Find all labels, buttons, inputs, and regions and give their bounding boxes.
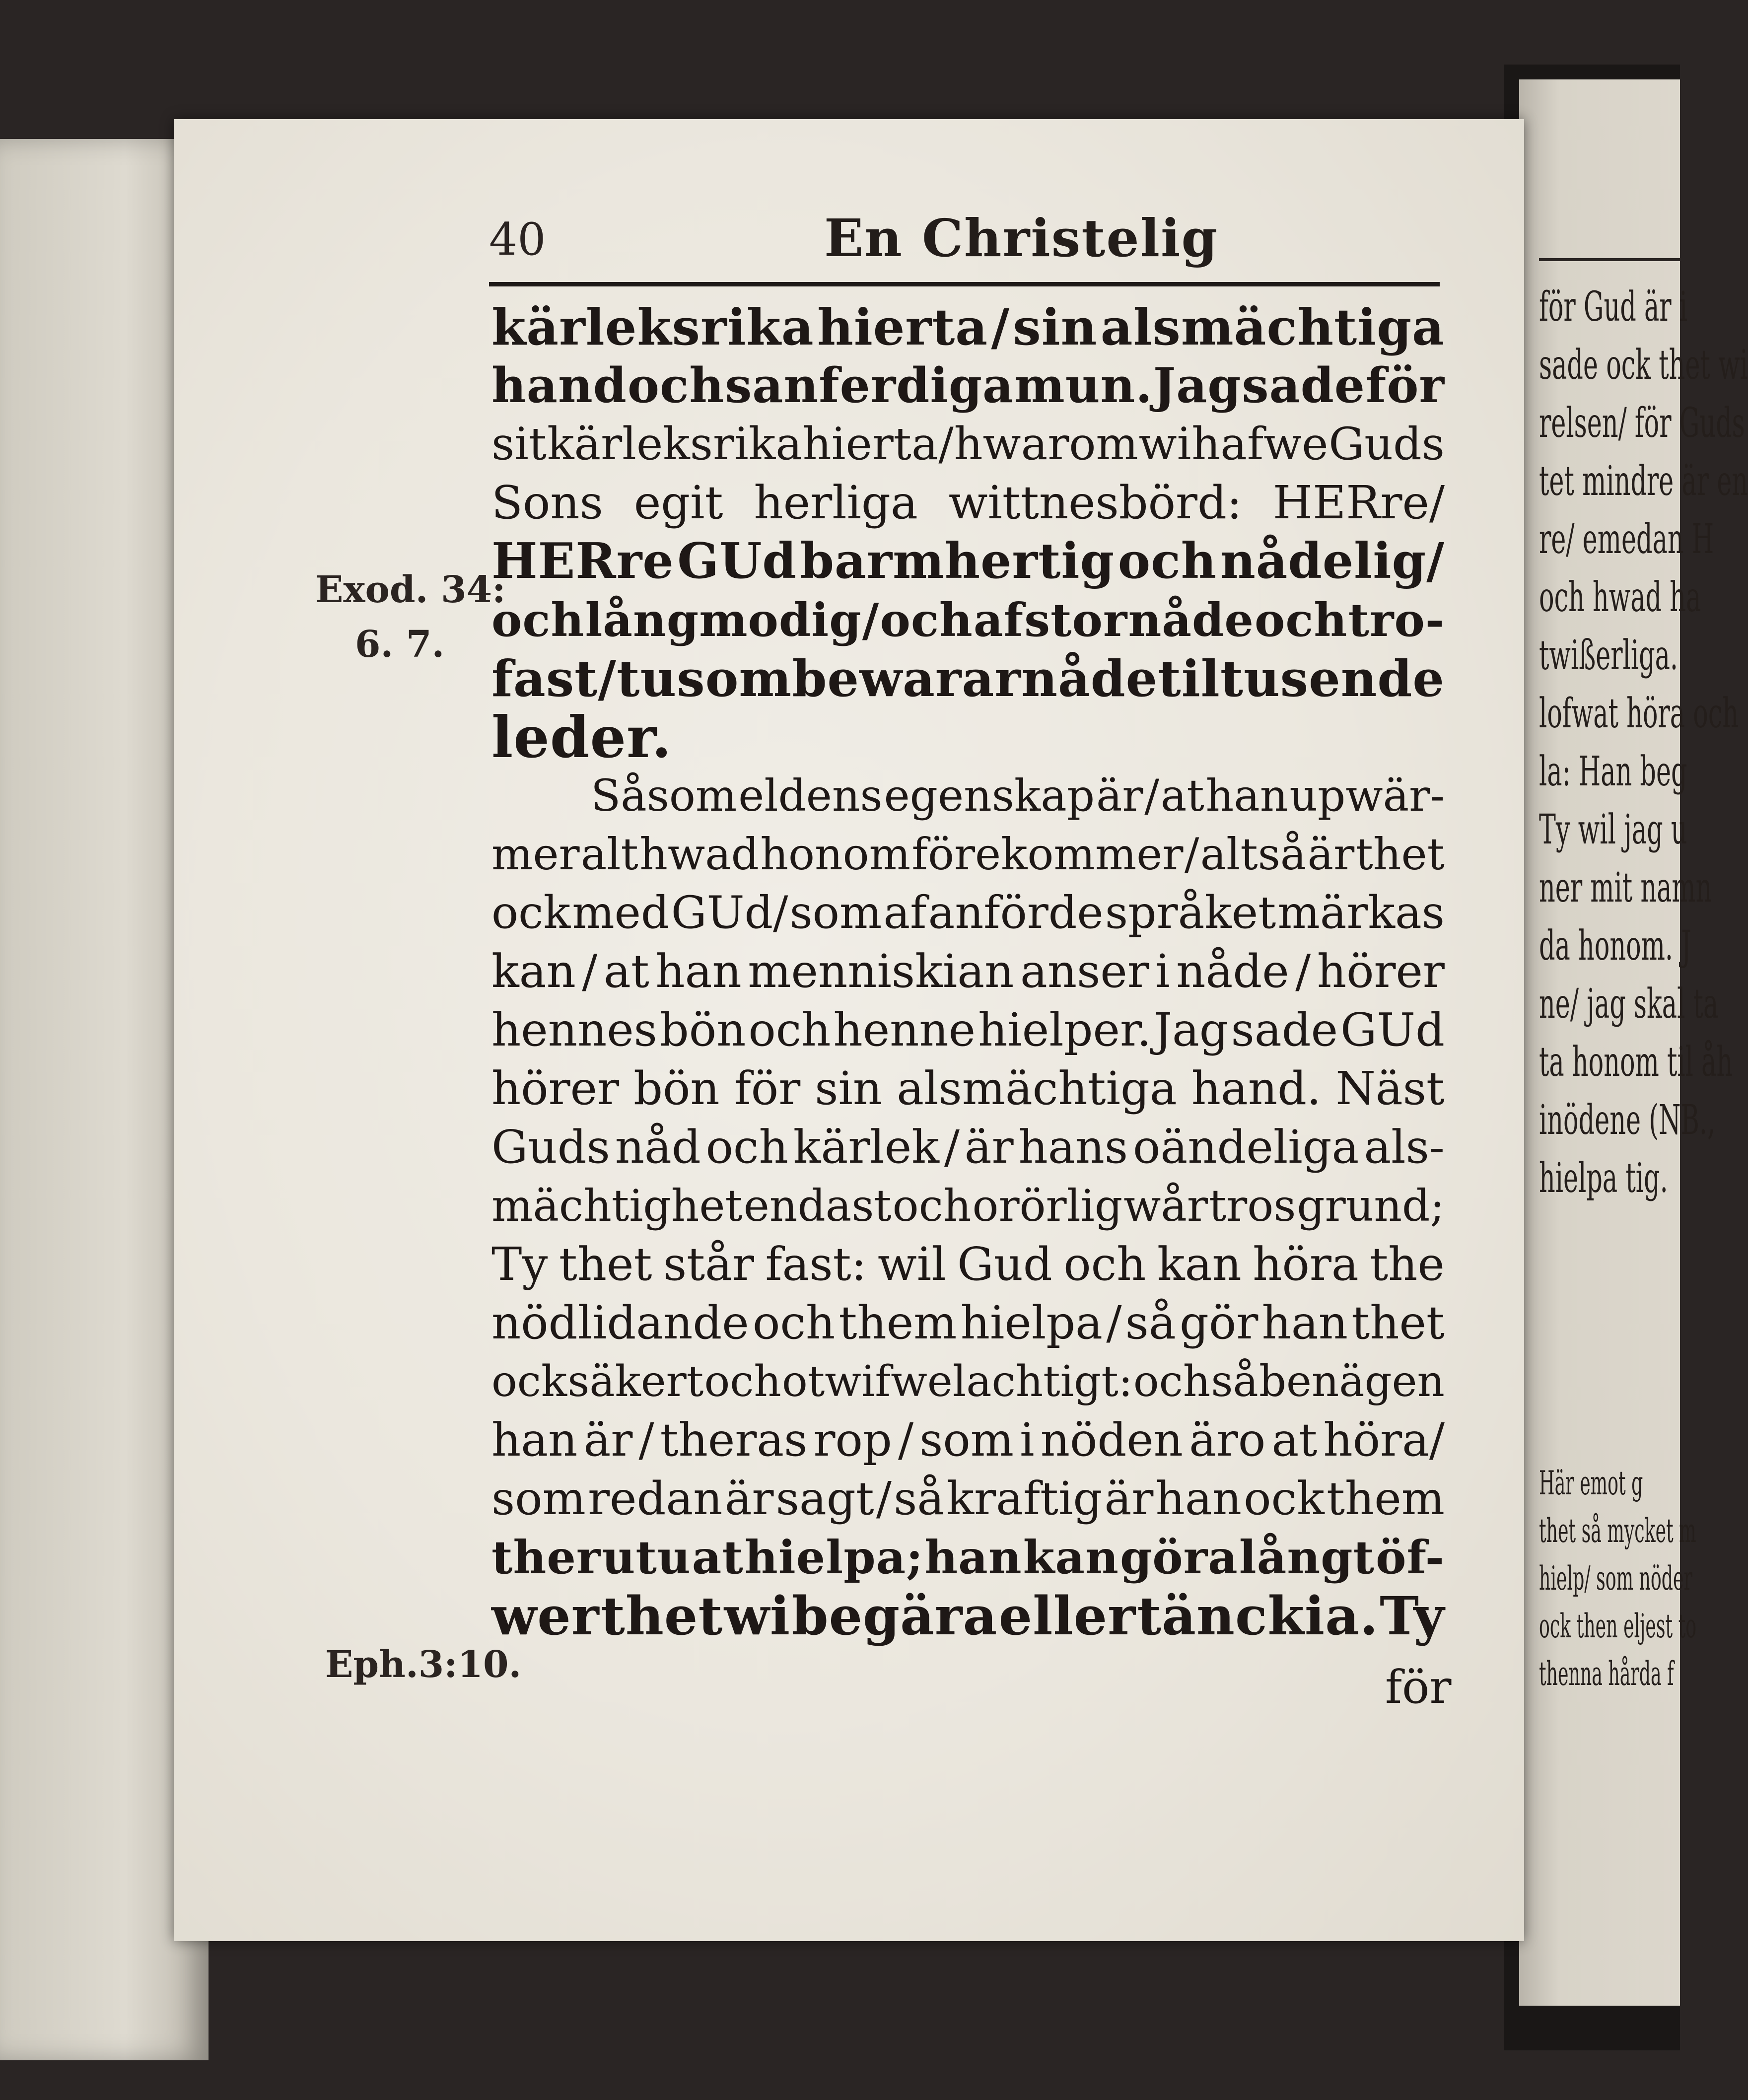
word: Jag — [1153, 357, 1242, 414]
word: hörer — [491, 1062, 620, 1115]
word: eller — [998, 1585, 1136, 1647]
word: at — [1160, 770, 1204, 821]
word: endast — [743, 1180, 892, 1231]
word: alsmächtiga — [1100, 298, 1445, 356]
word: och — [627, 357, 725, 414]
word: han — [491, 1413, 578, 1467]
word: märkas — [1277, 887, 1445, 939]
word: als- — [1364, 1120, 1445, 1174]
word: barmhertig — [800, 533, 1115, 590]
word: och — [880, 593, 973, 647]
word: hennes — [491, 1003, 657, 1056]
word: henne — [833, 1003, 976, 1056]
word: at — [1271, 1413, 1318, 1467]
word: / — [862, 593, 880, 647]
word: nåde — [1176, 945, 1289, 998]
facing-line: hielpa tig. — [1539, 1155, 1668, 1202]
word: i — [1155, 945, 1170, 998]
facing-head-rule — [1539, 258, 1680, 261]
word: är — [1096, 770, 1143, 821]
word: / — [944, 1120, 960, 1174]
word: alsmächtiga — [897, 1062, 1177, 1115]
word: sade — [1231, 1003, 1338, 1056]
word: egit — [633, 476, 723, 529]
word: at — [692, 1531, 744, 1584]
word: kärleksrika — [547, 418, 802, 470]
word: han — [924, 1531, 1022, 1584]
word: äro — [1189, 1413, 1266, 1467]
word: så — [894, 1472, 945, 1525]
word: oändeliga — [1132, 1120, 1359, 1174]
word: och — [1063, 1238, 1146, 1291]
margin-note-eph: Eph.3:10. — [325, 1643, 522, 1686]
text-line — [491, 825, 1445, 884]
text-line — [491, 1059, 1445, 1118]
word: sade — [1242, 357, 1365, 414]
text-line — [491, 884, 1445, 942]
word: kan — [491, 945, 576, 998]
word: kan — [1157, 1238, 1242, 1291]
word: grund; — [1297, 1180, 1445, 1231]
word: ock — [491, 887, 571, 939]
word: och — [753, 1296, 836, 1349]
text-line — [491, 649, 1445, 708]
word: långt — [1239, 1531, 1375, 1584]
word: tusende — [1220, 649, 1445, 708]
text-line — [491, 298, 1445, 356]
facing-line: inödene (NB., — [1539, 1097, 1716, 1144]
word: och — [748, 1003, 831, 1056]
word: och — [704, 1357, 781, 1406]
word: bewarar — [792, 649, 1022, 708]
word: HERre — [491, 533, 674, 590]
word: förekommer — [911, 829, 1184, 880]
word: af — [973, 593, 1024, 647]
word: nåde — [1021, 649, 1158, 708]
word: alt — [580, 829, 638, 880]
word: the — [1370, 1238, 1445, 1291]
word: och — [1118, 533, 1217, 590]
word: är — [1307, 829, 1355, 880]
word: säkert — [567, 1357, 704, 1406]
word: så — [1125, 1296, 1176, 1349]
word: hörer — [1317, 945, 1445, 998]
word: och — [892, 1180, 972, 1231]
facing-line: re/ emedan H — [1539, 516, 1714, 563]
margin-note-exod: Exod. 34: — [315, 568, 506, 611]
text-line — [491, 1294, 1445, 1352]
word: höra/ — [1323, 1413, 1445, 1467]
facing-line: sade ock thet wi — [1539, 342, 1748, 389]
word: hwad — [639, 829, 759, 880]
word: han — [1261, 1296, 1348, 1349]
facing-line: ock then eljest to — [1539, 1607, 1697, 1645]
text-line — [491, 1411, 1445, 1470]
word: hielpa — [960, 1296, 1103, 1349]
word: Gud — [957, 1238, 1052, 1291]
facing-page — [1519, 79, 1748, 2006]
word: benägen — [1259, 1357, 1445, 1406]
word: fast — [491, 649, 598, 708]
word: ock — [1244, 1472, 1325, 1525]
word: hand. — [1191, 1062, 1322, 1115]
word: så — [1211, 1357, 1259, 1406]
text-line — [491, 942, 1445, 1001]
word: Guds — [491, 1120, 610, 1174]
word: gör — [1180, 1296, 1259, 1349]
word: kärleksrika — [491, 298, 814, 356]
catchword: för — [1385, 1661, 1452, 1714]
word: Sons — [491, 476, 603, 529]
facing-line: thenna hårda f — [1539, 1655, 1674, 1693]
body-text — [491, 298, 1445, 1645]
word: thet — [1355, 829, 1445, 880]
word: upwär- — [1289, 770, 1445, 821]
word: GUd — [677, 533, 797, 590]
word: GUd — [1340, 1003, 1445, 1056]
text-line — [491, 532, 1445, 591]
word: til — [1158, 649, 1220, 708]
word: / — [898, 1413, 913, 1467]
word: som — [491, 1472, 586, 1525]
facing-line: Här emot g — [1539, 1464, 1643, 1502]
word: wil — [878, 1238, 946, 1291]
word: wår — [1123, 1180, 1208, 1231]
word: och — [1133, 1357, 1211, 1406]
word: är — [964, 1120, 1014, 1174]
facing-line: ne/ jag skal ta — [1539, 980, 1719, 1028]
word: nåd — [615, 1120, 701, 1174]
word: tro- — [1348, 593, 1445, 647]
word: anser — [1020, 945, 1149, 998]
word: herliga — [754, 476, 918, 529]
text-line — [491, 1118, 1445, 1177]
word: wer — [491, 1585, 600, 1647]
word: altså — [1200, 829, 1307, 880]
text-line — [491, 474, 1445, 532]
word: nådelig/ — [1220, 533, 1445, 590]
word: thet — [559, 1238, 652, 1291]
word: sin — [1013, 298, 1098, 356]
word: tu — [617, 649, 677, 708]
word: / — [1184, 829, 1199, 880]
facing-line: twißerliga. — [1539, 632, 1678, 679]
word: höra — [1253, 1238, 1359, 1291]
text-line — [491, 1528, 1445, 1587]
facing-line: ta honom til åh — [1539, 1039, 1733, 1086]
word: / — [876, 1472, 892, 1525]
text-line — [491, 415, 1445, 474]
word: utu — [602, 1531, 691, 1584]
word: nåde — [1128, 593, 1254, 647]
facing-line: tet mindre är en — [1539, 458, 1748, 505]
facing-page-text-lower — [1539, 1460, 1697, 1698]
word: sagt — [775, 1472, 874, 1525]
word: kärlek — [793, 1120, 939, 1174]
facing-line: la: Han beg — [1539, 748, 1687, 795]
facing-line: relsen/ för Guds — [1539, 400, 1745, 447]
margin-note-exod-verse: 6. 7. — [355, 623, 445, 666]
word: kan — [1023, 1531, 1119, 1584]
text-line — [491, 1177, 1445, 1235]
word: menniskian — [748, 945, 1014, 998]
word: egenskap — [884, 770, 1095, 821]
word: orörlig — [972, 1180, 1123, 1231]
word: them — [1327, 1472, 1445, 1525]
word: / — [582, 945, 598, 998]
word: begära — [791, 1585, 998, 1647]
word: och — [491, 593, 585, 647]
word: hwarom — [954, 418, 1138, 470]
word: med — [572, 887, 670, 939]
word: sin — [815, 1062, 883, 1115]
text-line — [491, 767, 1445, 825]
word: öf- — [1376, 1531, 1445, 1584]
word: hierta — [817, 298, 988, 356]
facing-line: da honom. J — [1539, 922, 1691, 970]
word: bön — [659, 1003, 746, 1056]
word: som — [677, 649, 792, 708]
word: hielper. — [978, 1003, 1152, 1056]
word: HERre/ — [1272, 476, 1445, 529]
text-line — [491, 1001, 1445, 1059]
word: Såsom — [591, 770, 737, 821]
word: hans — [1018, 1120, 1128, 1174]
word: / — [598, 649, 617, 708]
running-head: En Christelig — [824, 208, 1219, 269]
word: sit — [491, 418, 547, 470]
word: / — [638, 1413, 654, 1467]
word: / — [1295, 945, 1311, 998]
word: / — [1144, 770, 1160, 821]
word: nöden — [1040, 1413, 1183, 1467]
text-line — [491, 1235, 1445, 1294]
word: språket — [1105, 887, 1276, 939]
word: mächtighet — [491, 1180, 743, 1231]
word: mun. — [1014, 357, 1153, 414]
word: hierta — [802, 418, 938, 470]
word: Ty — [1380, 1585, 1445, 1647]
text-line — [491, 1587, 1445, 1645]
facing-line: och hwad ha — [1539, 574, 1701, 621]
word: göra — [1119, 1531, 1238, 1584]
word: är — [1104, 1472, 1154, 1525]
word: tänckia. — [1137, 1585, 1379, 1647]
word: han — [1155, 1472, 1242, 1525]
word: stor — [1024, 593, 1128, 647]
word: Ty — [491, 1238, 548, 1291]
word: ock — [491, 1357, 567, 1406]
facing-line: lofwat höra och — [1539, 690, 1739, 737]
facing-line: för Gud är i — [1539, 283, 1687, 331]
word: sanferdiga — [725, 357, 1014, 414]
text-line — [491, 591, 1445, 649]
word: / — [1106, 1296, 1122, 1349]
word: otwifwelachtigt: — [781, 1357, 1133, 1406]
facing-page-text — [1539, 278, 1748, 1207]
text-line — [491, 1470, 1445, 1528]
word: wittnesbörd: — [948, 476, 1242, 529]
word: hand — [491, 357, 627, 414]
word: tros — [1208, 1180, 1296, 1231]
word: nödlidande — [491, 1296, 749, 1349]
word: för — [734, 1062, 801, 1115]
word: fast: — [765, 1238, 867, 1291]
word: rop — [813, 1413, 892, 1467]
word: them — [839, 1296, 957, 1349]
word: hielpa; — [744, 1531, 924, 1584]
facing-line: thet så mycket m — [1539, 1512, 1696, 1550]
word: honom — [760, 829, 911, 880]
facing-line: hielp/ som nöder — [1539, 1559, 1692, 1598]
word: långmodig — [585, 593, 862, 647]
word: kraftig — [946, 1472, 1103, 1525]
word: af — [883, 887, 927, 939]
word: Näst — [1335, 1062, 1445, 1115]
facing-line: ner mit namn — [1539, 864, 1712, 911]
word: hafwe — [1191, 418, 1328, 470]
word: wi — [724, 1585, 791, 1647]
word: GUd/ — [671, 887, 788, 939]
text-line — [491, 356, 1445, 415]
word: Jag — [1154, 1003, 1229, 1056]
word: och — [1255, 593, 1348, 647]
text-line — [491, 1352, 1445, 1411]
word: redan — [588, 1472, 723, 1525]
word: anförde — [928, 887, 1104, 939]
word: som — [919, 1413, 1014, 1467]
word: at — [603, 945, 649, 998]
word: eldens — [738, 770, 883, 821]
word: är — [583, 1413, 633, 1467]
word: thet — [1351, 1296, 1445, 1349]
word: mer — [491, 829, 580, 880]
page-number: 40 — [489, 213, 546, 266]
word: ther — [491, 1531, 601, 1584]
word: / — [938, 418, 954, 470]
word: thet — [600, 1585, 723, 1647]
facing-line: Ty wil jag u — [1539, 806, 1687, 853]
word: som — [789, 887, 882, 939]
word: är — [724, 1472, 774, 1525]
word: bön — [633, 1062, 720, 1115]
word: Guds — [1328, 418, 1445, 470]
word: står — [663, 1238, 754, 1291]
word: han — [1205, 770, 1288, 821]
word: och — [705, 1120, 788, 1174]
word: han — [655, 945, 742, 998]
word: wi — [1138, 418, 1191, 470]
head-rule — [489, 282, 1440, 286]
word: / — [991, 298, 1010, 356]
text-line: leder. — [491, 704, 672, 770]
word: för — [1366, 357, 1445, 414]
word: theras — [660, 1413, 808, 1467]
word: i — [1020, 1413, 1035, 1467]
